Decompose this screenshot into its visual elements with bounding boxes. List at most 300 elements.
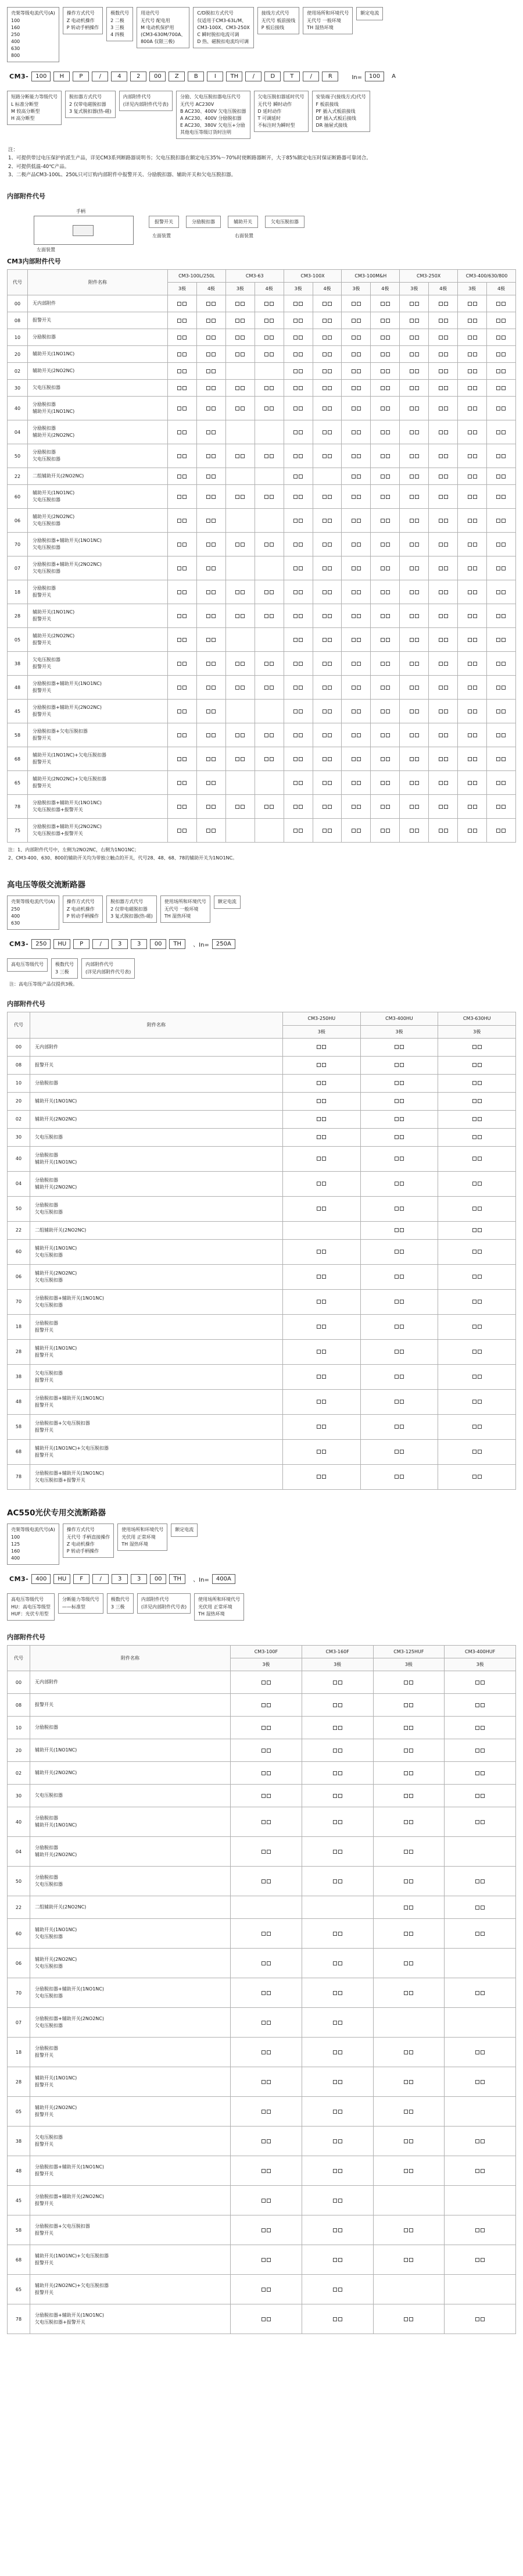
mark-box <box>212 386 216 390</box>
availability-cell <box>373 2186 445 2215</box>
mark-box <box>496 590 500 594</box>
availability-mark <box>381 566 390 570</box>
availability-mark <box>333 1961 342 1965</box>
accessory-name-cell <box>30 1389 283 1414</box>
product-column-header: CM3-63 <box>225 269 284 282</box>
availability-cell <box>400 747 429 771</box>
availability-cell <box>302 1807 373 1837</box>
availability-cell <box>231 1837 302 1867</box>
mark-box <box>293 543 298 547</box>
annotation-box-line: 无代号 配电用 <box>141 18 170 23</box>
availability-cell <box>225 723 255 747</box>
header-row <box>8 269 516 282</box>
mark-box <box>357 829 361 833</box>
table-row <box>8 723 516 747</box>
mark-box <box>386 709 390 713</box>
mark-box <box>352 638 356 642</box>
availability-mark <box>323 686 332 690</box>
availability-mark <box>262 2110 271 2114</box>
accessory-name-cell <box>30 1785 231 1807</box>
annotation-box-line: 100 <box>11 1534 20 1540</box>
availability-cell <box>373 1762 445 1785</box>
availability-cell <box>168 444 197 468</box>
mark-box <box>322 1117 326 1121</box>
availability-mark <box>439 430 448 434</box>
mark-box <box>475 2258 479 2262</box>
mark-box <box>357 369 361 373</box>
accessory-code-cell: 70 <box>8 1289 30 1314</box>
mark-box <box>496 474 500 479</box>
mark-box <box>182 319 187 323</box>
availability-mark <box>206 406 216 411</box>
availability-mark <box>439 369 448 373</box>
availability-cell <box>255 380 284 397</box>
mark-box <box>386 369 390 373</box>
availability-mark <box>395 1425 404 1429</box>
mark-box <box>395 1182 399 1186</box>
accessory-name-line: 无内部附件 <box>35 1679 58 1685</box>
availability-cell <box>458 468 487 485</box>
mark-box <box>410 406 414 411</box>
availability-mark <box>323 614 332 618</box>
mark-box <box>439 386 443 390</box>
availability-mark <box>472 1135 482 1139</box>
mark-box <box>317 1117 321 1121</box>
availability-cell <box>458 363 487 380</box>
accessory-code-cell: 20 <box>8 1739 30 1762</box>
annotation-box <box>81 958 135 979</box>
availability-mark <box>472 1450 482 1454</box>
mark-box <box>177 686 181 690</box>
mark-box <box>333 2110 337 2114</box>
availability-cell <box>458 556 487 580</box>
availability-cell <box>168 747 197 771</box>
accessory-name-line: 二组辅助开关(2NO2NC) <box>35 1227 87 1233</box>
availability-cell <box>196 700 225 723</box>
availability-mark <box>472 1425 482 1429</box>
mark-box <box>496 757 500 761</box>
availability-mark <box>468 386 477 390</box>
availability-mark <box>177 495 187 499</box>
legend-heading: 内部附件代号 <box>7 192 45 200</box>
availability-mark <box>317 1250 326 1254</box>
availability-mark <box>235 543 245 547</box>
annotation-box-line: 无代号 一般环境 <box>164 907 199 912</box>
accessory-code-cell: 04 <box>8 420 28 444</box>
availability-mark <box>323 590 332 594</box>
availability-cell <box>486 580 515 604</box>
mark-box <box>338 2199 342 2203</box>
mark-box <box>264 495 268 499</box>
handle-shape <box>73 225 94 236</box>
availability-mark <box>468 638 477 642</box>
availability-mark <box>472 1375 482 1379</box>
mark-box <box>264 352 268 356</box>
mark-box <box>415 543 419 547</box>
accessory-code-cell: 40 <box>8 1146 30 1171</box>
availability-mark <box>235 614 245 618</box>
availability-mark <box>177 662 187 666</box>
accessory-code-cell: 70 <box>8 1978 30 2008</box>
mark-box <box>293 757 298 761</box>
availability-mark <box>323 733 332 737</box>
availability-mark <box>475 1879 485 1883</box>
accessory-name-line: 分励脱扣器 <box>35 1320 58 1326</box>
availability-mark <box>333 1771 342 1775</box>
mark-box <box>404 1726 408 1730</box>
accessory-code-cell: 60 <box>8 1919 30 1949</box>
availability-mark <box>381 474 390 479</box>
accessory-name-line: 分励脱扣器 <box>35 1177 58 1183</box>
annotation-box <box>254 91 309 132</box>
mark-box <box>338 2228 342 2232</box>
mark-box <box>270 302 274 306</box>
availability-cell <box>486 380 515 397</box>
availability-cell <box>231 2186 302 2215</box>
accessory-name-cell <box>30 1364 283 1389</box>
availability-cell <box>342 747 371 771</box>
mark-box <box>352 829 356 833</box>
accessory-name-line: 报警开关 <box>33 712 51 718</box>
mark-box <box>270 495 274 499</box>
mark-box <box>267 2139 271 2143</box>
mark-box <box>333 2258 337 2262</box>
availability-mark <box>468 543 477 547</box>
availability-cell <box>255 346 284 363</box>
availability-cell <box>342 676 371 700</box>
mark-box <box>386 638 390 642</box>
mark-box <box>177 566 181 570</box>
mark-box <box>395 1350 399 1354</box>
availability-mark <box>404 1820 413 1824</box>
table-row <box>8 1339 516 1364</box>
accessory-name-cell <box>30 1694 231 1717</box>
availability-mark <box>410 386 419 390</box>
mark-box <box>409 1991 413 1995</box>
mark-box <box>182 805 187 809</box>
availability-mark <box>404 2317 413 2321</box>
mark-box <box>496 686 500 690</box>
mark-box <box>241 686 245 690</box>
mark-box <box>338 2050 342 2054</box>
annotation-box-line: P 板后接线 <box>261 25 285 30</box>
annotation-box-line: 630 <box>11 46 20 51</box>
availability-mark <box>206 733 216 737</box>
availability-cell <box>373 2067 445 2097</box>
mark-box <box>338 1932 342 1936</box>
availability-mark <box>293 406 303 411</box>
mark-box <box>439 566 443 570</box>
annotation-box <box>63 1524 114 1558</box>
availability-mark <box>410 709 419 713</box>
availability-mark <box>323 495 332 499</box>
table-row <box>8 1074 516 1092</box>
mark-box <box>338 1703 342 1707</box>
mark-box <box>212 369 216 373</box>
mark-box <box>323 805 327 809</box>
mark-box <box>338 2021 342 2025</box>
availability-mark <box>410 430 419 434</box>
availability-mark <box>404 1850 413 1854</box>
annotation-box <box>7 91 62 125</box>
mark-box <box>328 709 332 713</box>
mark-box <box>328 369 332 373</box>
mark-box <box>182 386 187 390</box>
header-row <box>8 1645 516 1658</box>
mark-box <box>415 590 419 594</box>
mark-box <box>357 454 361 458</box>
accessory-code-cell: 78 <box>8 1464 30 1489</box>
availability-cell <box>486 420 515 444</box>
availability-cell <box>168 580 197 604</box>
table-row <box>8 1837 516 1867</box>
availability-cell <box>438 1221 516 1239</box>
mark-box <box>496 829 500 833</box>
model-code-row <box>9 939 516 949</box>
availability-mark <box>468 495 477 499</box>
mark-box <box>262 2050 266 2054</box>
mark-box <box>177 406 181 411</box>
accessory-name-line: 报警开关 <box>35 2290 53 2296</box>
availability-mark <box>410 805 419 809</box>
availability-cell <box>231 1807 302 1837</box>
availability-cell <box>196 509 225 533</box>
availability-cell <box>445 1739 516 1762</box>
availability-mark <box>439 733 448 737</box>
mark-box <box>333 2228 337 2232</box>
mark-box <box>323 733 327 737</box>
availability-cell <box>313 329 342 346</box>
availability-cell <box>342 652 371 676</box>
pole-subheader: 3极 <box>445 1658 516 1671</box>
accessory-name-line: 无内部附件 <box>35 1044 58 1050</box>
mark-box <box>262 1794 266 1798</box>
availability-cell <box>360 1439 438 1464</box>
accessory-table-body <box>8 1038 516 1489</box>
availability-cell <box>196 747 225 771</box>
availability-mark <box>410 319 419 323</box>
mark-box <box>357 590 361 594</box>
availability-mark <box>475 1771 485 1775</box>
mark-box <box>473 709 477 713</box>
accessory-code-cell: 68 <box>8 2245 30 2275</box>
availability-cell <box>429 509 458 533</box>
code-segment: TH <box>169 1574 185 1584</box>
annotation-box-line: 250 <box>11 907 20 912</box>
availability-cell <box>283 1092 361 1110</box>
mark-box <box>182 519 187 523</box>
availability-cell <box>283 1264 361 1289</box>
availability-cell <box>458 676 487 700</box>
availability-mark <box>439 757 448 761</box>
annotation-box-line: 125 <box>11 1541 20 1547</box>
availability-cell <box>168 397 197 420</box>
mark-box <box>444 430 448 434</box>
availability-cell <box>458 346 487 363</box>
availability-cell <box>438 1196 516 1221</box>
availability-cell <box>400 363 429 380</box>
availability-mark <box>235 302 245 306</box>
table-row <box>8 1146 516 1171</box>
accessory-name-cell <box>28 346 168 363</box>
annotation-box <box>7 958 48 972</box>
mark-box <box>409 1906 413 1910</box>
annotation-box-line: PF 插入式板前接线 <box>316 109 356 114</box>
mark-box <box>323 519 327 523</box>
annotation-box-line: (详见内部附件代号表) <box>141 1604 187 1610</box>
availability-cell <box>196 397 225 420</box>
table-row <box>8 2304 516 2334</box>
mark-box <box>212 757 216 761</box>
availability-cell <box>231 2304 302 2334</box>
availability-mark <box>333 1991 342 1995</box>
code-segment: HU <box>53 1574 70 1584</box>
mark-box <box>177 709 181 713</box>
availability-cell <box>438 1074 516 1092</box>
availability-cell <box>313 533 342 556</box>
availability-mark <box>439 566 448 570</box>
mark-box <box>267 1961 271 1965</box>
annotation-box-line: Z 电动机操作 <box>66 18 95 23</box>
mark-box <box>317 1135 321 1139</box>
accessory-table <box>7 1012 516 1489</box>
annotation-box-title: 脱扣器方式代号 <box>69 94 102 99</box>
mark-box <box>235 614 239 618</box>
availability-cell <box>373 1919 445 1949</box>
availability-mark <box>468 319 477 323</box>
mark-box <box>262 1879 266 1883</box>
pole-subheader: 4极 <box>313 282 342 295</box>
availability-cell <box>302 2067 373 2097</box>
annotation-box-line: L 标准分断型 <box>11 102 38 107</box>
availability-mark <box>395 1350 404 1354</box>
mark-box <box>293 709 298 713</box>
mark-box <box>496 805 500 809</box>
mark-box <box>400 1400 404 1404</box>
annotation-box <box>176 91 250 139</box>
availability-cell <box>373 2156 445 2186</box>
accessory-name-line: 欠电压脱扣器 <box>33 385 60 391</box>
availability-cell <box>284 468 313 485</box>
mark-box <box>267 1850 271 1854</box>
accessory-name-cell <box>30 1038 283 1056</box>
accessory-name-cell <box>28 580 168 604</box>
availability-mark <box>404 2110 413 2114</box>
mark-box <box>481 1820 485 1824</box>
availability-cell <box>400 295 429 312</box>
code-segment: 3 <box>112 1574 128 1584</box>
availability-cell <box>360 1171 438 1196</box>
accessory-code-cell: 18 <box>8 1314 30 1339</box>
availability-mark <box>472 1063 482 1067</box>
mark-box <box>439 757 443 761</box>
availability-mark <box>177 454 187 458</box>
annotation-box-line: (详见内部附件代号表) <box>85 969 131 975</box>
availability-cell <box>231 2275 302 2304</box>
mark-box <box>400 1135 404 1139</box>
availability-cell <box>231 2038 302 2067</box>
accessory-name-line: 二组辅助开关(2NO2NC) <box>35 1904 87 1910</box>
mark-box <box>481 2169 485 2173</box>
mark-box <box>206 302 210 306</box>
mark-box <box>264 319 268 323</box>
availability-cell <box>373 1978 445 2008</box>
availability-mark <box>333 1879 342 1883</box>
accessory-name-line: 辅助开关(1NO1NC) <box>35 1927 77 1933</box>
availability-mark <box>177 781 187 785</box>
accessory-code-cell: 28 <box>8 604 28 628</box>
code-segment: P <box>73 939 89 949</box>
annotation-row-top <box>7 1524 516 1565</box>
availability-cell <box>313 700 342 723</box>
mark-box <box>241 352 245 356</box>
rated-current-label: In= <box>346 74 363 81</box>
mark-box <box>299 386 303 390</box>
availability-mark <box>206 319 216 323</box>
mark-box <box>235 352 239 356</box>
availability-cell <box>360 1196 438 1221</box>
availability-cell <box>373 2275 445 2304</box>
availability-mark <box>333 2258 342 2262</box>
mark-box <box>501 590 506 594</box>
mark-box <box>381 781 385 785</box>
availability-cell <box>429 700 458 723</box>
availability-mark <box>293 336 303 340</box>
mark-box <box>293 805 298 809</box>
availability-cell <box>400 676 429 700</box>
annotation-box-title: 用途代号 <box>141 10 160 16</box>
product-column-header: CM3-630HU <box>438 1012 516 1025</box>
product-column-header: CM3-250HU <box>283 1012 361 1025</box>
mark-box <box>323 638 327 642</box>
mark-box <box>410 302 414 306</box>
mark-box <box>270 352 274 356</box>
mark-box <box>264 336 268 340</box>
accessory-code-cell: 38 <box>8 652 28 676</box>
availability-mark <box>496 454 506 458</box>
annotation-box <box>107 1593 134 1614</box>
mark-box <box>472 1375 477 1379</box>
availability-mark <box>410 566 419 570</box>
mark-box <box>323 709 327 713</box>
availability-cell <box>400 420 429 444</box>
mark-box <box>475 2228 479 2232</box>
availability-cell <box>284 700 313 723</box>
mark-box <box>409 1820 413 1824</box>
availability-cell <box>360 1239 438 1264</box>
mark-box <box>267 1794 271 1798</box>
mark-box <box>501 543 506 547</box>
availability-cell <box>225 819 255 843</box>
accessory-code-cell: 68 <box>8 747 28 771</box>
accessory-name-line: 辅助开关(2NO2NC) <box>35 1116 77 1122</box>
mark-box <box>404 1961 408 1965</box>
availability-cell <box>360 1289 438 1314</box>
mark-box <box>328 319 332 323</box>
table-row <box>8 1807 516 1837</box>
mark-box <box>299 430 303 434</box>
annotation-box-line: 800A 仅限三极) <box>141 39 175 44</box>
mark-box <box>501 638 506 642</box>
availability-mark <box>177 352 187 356</box>
accessory-code-cell: 07 <box>8 556 28 580</box>
mark-box <box>409 2110 413 2114</box>
mark-box <box>206 519 210 523</box>
mark-box <box>352 733 356 737</box>
mark-box <box>322 1400 326 1404</box>
availability-mark <box>352 319 361 323</box>
table-row <box>8 1978 516 2008</box>
